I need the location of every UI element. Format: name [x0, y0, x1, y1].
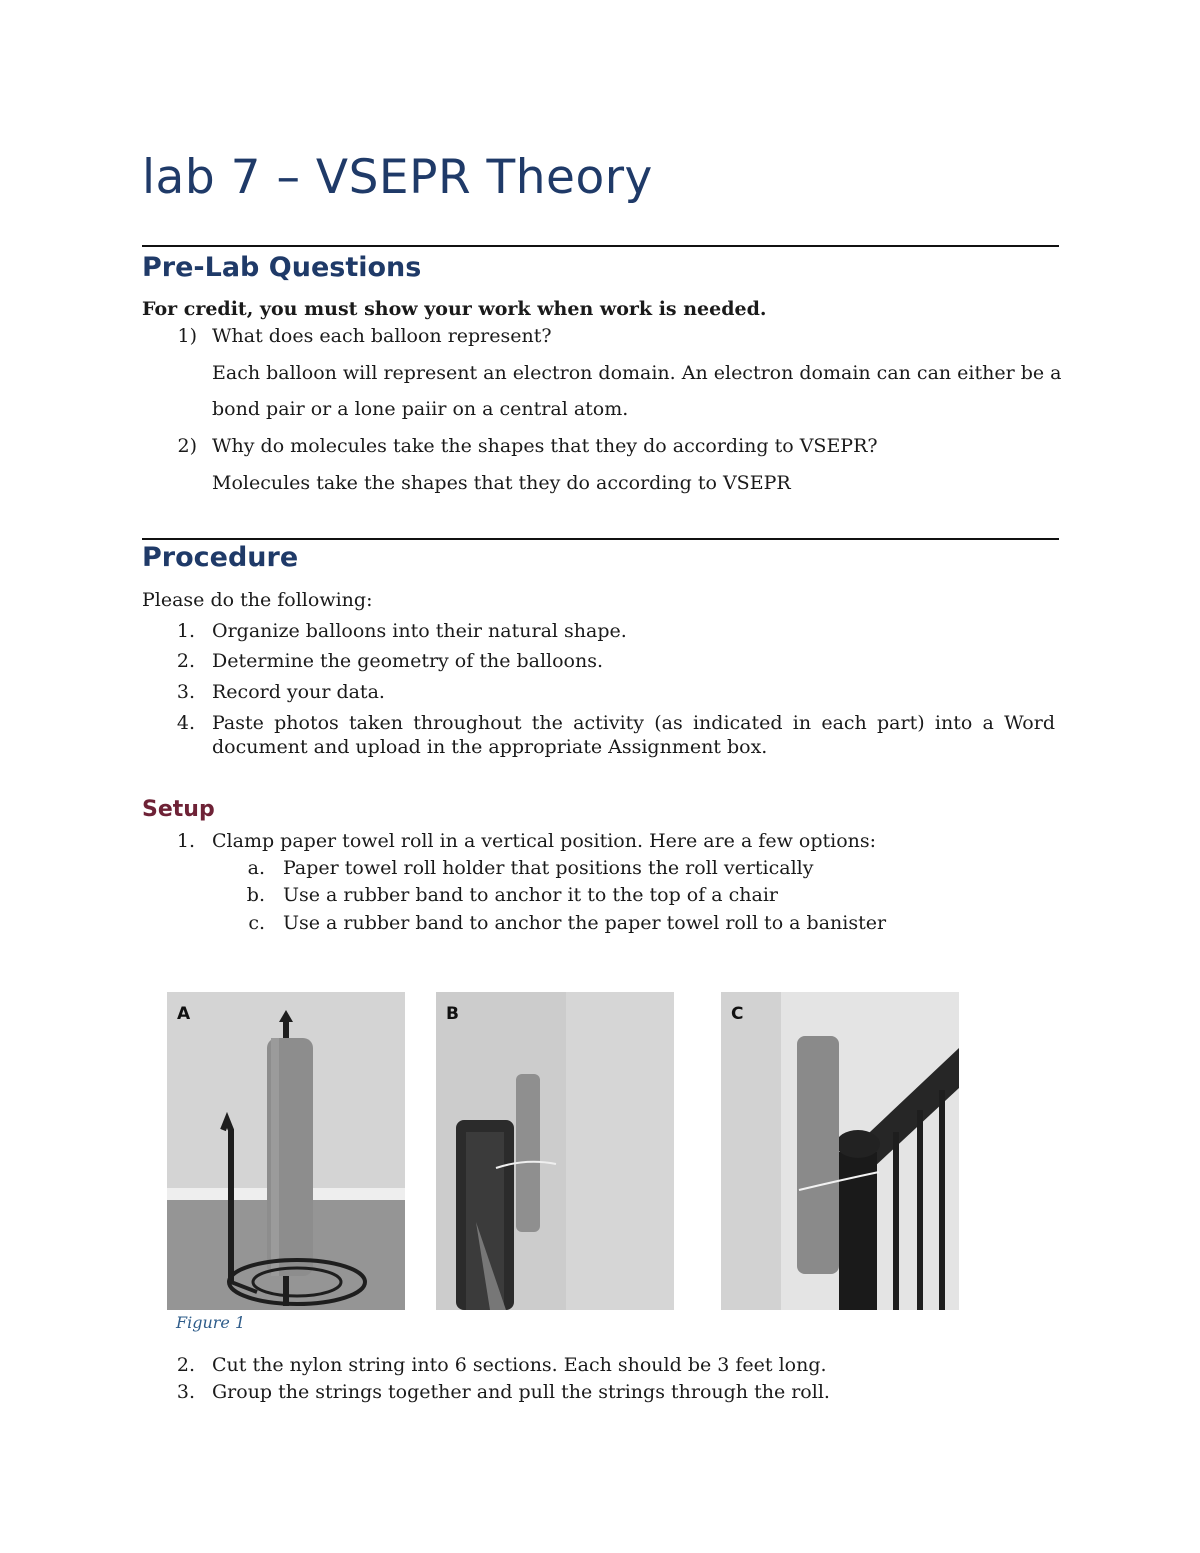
figure-photo-chair: [436, 992, 674, 1310]
question-number: 1): [177, 325, 197, 347]
step-text: Paste photos taken throughout the activity (as indicated in each part) into a Word document and upload in the appropriate Assignment box.: [212, 712, 1055, 758]
prelab-instruction: For credit, you must show your work when work is needed.: [142, 298, 767, 320]
answer-line: Molecules take the shapes that they do according to VSEPR: [212, 472, 791, 494]
substep-text: Paper towel roll holder that positions the roll vertically: [283, 857, 814, 879]
figure-panel-label: B: [446, 1004, 459, 1024]
step-number: 4.: [176, 712, 195, 734]
step-text: Cut the nylon string into 6 sections. Each should be 3 feet long.: [212, 1354, 827, 1376]
paper-towel-holder-illustration: [167, 992, 405, 1310]
step-number: 3.: [176, 681, 195, 703]
section-divider: [142, 245, 1059, 247]
answer-line: Each balloon will represent an electron domain. An electron domain can can either be a: [212, 362, 1062, 384]
figure-caption: Figure 1: [176, 1313, 246, 1332]
question-text: What does each balloon represent?: [212, 325, 552, 347]
page-title: lab 7 – VSEPR Theory: [142, 150, 653, 205]
question-text: Why do molecules take the shapes that they do according to VSEPR?: [212, 435, 878, 457]
step-number: 2.: [176, 650, 195, 672]
substep-letter: b.: [246, 884, 265, 906]
prelab-heading: Pre-Lab Questions: [142, 252, 422, 283]
step-text: Group the strings together and pull the strings through the roll.: [212, 1381, 830, 1403]
figure-photo-banister: [721, 992, 959, 1310]
question-number: 2): [177, 435, 197, 457]
figure-panel-label: C: [731, 1004, 744, 1024]
answer-line: bond pair or a lone paiir on a central atom.: [212, 398, 629, 420]
substep-letter: c.: [248, 912, 265, 934]
procedure-intro: Please do the following:: [142, 589, 373, 611]
substep-text: Use a rubber band to anchor the paper towel roll to a banister: [283, 912, 887, 934]
substep-letter: a.: [247, 857, 265, 879]
step-text: Determine the geometry of the balloons.: [212, 650, 604, 672]
step-number: 3.: [176, 1381, 195, 1403]
step-number: 2.: [176, 1354, 195, 1376]
step-number: 1.: [176, 830, 195, 852]
setup-heading: Setup: [142, 797, 215, 822]
step-text: Record your data.: [212, 681, 385, 703]
section-divider: [142, 538, 1059, 540]
chair-illustration: [436, 992, 674, 1310]
procedure-heading: Procedure: [142, 542, 299, 573]
step-number: 1.: [176, 620, 195, 642]
substep-text: Use a rubber band to anchor it to the top of a chair: [283, 884, 779, 906]
banister-illustration: [721, 992, 959, 1310]
figure-panel-label: A: [177, 1004, 191, 1024]
step-text: Organize balloons into their natural shape.: [212, 620, 627, 642]
step-text: Clamp paper towel roll in a vertical position. Here are a few options:: [212, 830, 877, 852]
figure-photo-holder: [167, 992, 405, 1310]
